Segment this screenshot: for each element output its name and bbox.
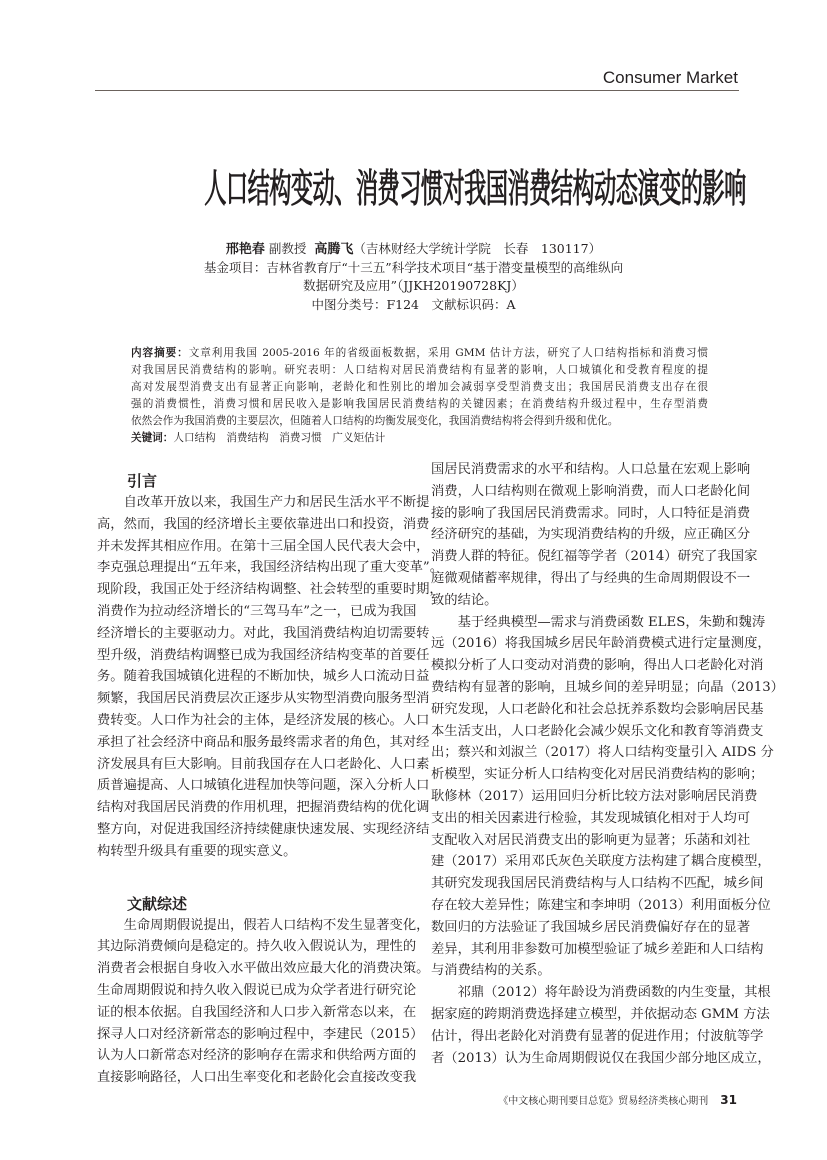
paragraph-line: 型升级，消费结构调整已成为我国经济结构变革的首要任 <box>97 647 430 663</box>
author-affiliation: （吉林财经大学统计学院 长春 130117） <box>353 241 602 256</box>
paragraph-line: 生命周期假说和持久收入假说已成为众学者进行研究论 <box>97 982 417 998</box>
classification-line: 中图分类号：F124 文献标识码：A <box>311 297 516 312</box>
left-column <box>97 470 444 1089</box>
paragraph-line: 现阶段，我国正处于经济结构调整、社会转型的重要时期， <box>97 582 443 598</box>
paragraph-line: 致的结论。 <box>431 592 498 608</box>
paragraph-line: 支出的相关因素进行检验，其发现城镇化相对于人均可 <box>431 810 751 826</box>
paragraph-line: 生命周期假说提出，假若人口结构不发生显著变化， <box>123 917 430 933</box>
author-title: 副教授 <box>268 241 307 256</box>
paragraph-line: 耿修林（2017）运用回归分析比较方法对影响居民消费 <box>431 788 758 804</box>
paragraph-line: 并未发挥其相应作用。在第十三届全国人民代表大会中， <box>97 538 430 554</box>
paragraph-line: 整方向，对促进我国经济持续健康快速发展、实现经济结 <box>97 821 430 837</box>
footer <box>498 1092 737 1107</box>
section-label: Consumer Market <box>602 68 738 87</box>
paragraph-line: 直接影响路径，人口出生率变化和老龄化会直接改变我 <box>97 1070 417 1086</box>
paragraph-line: 研究发现，人口老龄化和社会总抚养系数均会影响居民基 <box>431 701 764 717</box>
paragraph-line: 消费人群的特征。倪红福等学者（2014）研究了我国家 <box>431 549 758 565</box>
header-divider <box>95 90 739 91</box>
page-number: 31 <box>720 1093 737 1107</box>
paragraph-line: 自改革开放以来，我国生产力和居民生活水平不断提 <box>123 495 430 510</box>
section-heading: 文献综述 <box>127 894 188 913</box>
abstract-line <box>131 345 708 362</box>
abstract-line: 高对发展型消费支出有显著正向影响，老龄化和性别比的增加会减弱享受型消费支出；我国居民消费支出存在很 <box>131 381 708 393</box>
paragraph-line: 析模型，实证分析人口结构变化对居民消费结构的影响； <box>431 767 764 783</box>
abstract <box>131 345 708 447</box>
fund-line-1: 基金项目：吉林省教育厅“十三五”科学技术项目“基于潜变量模型的高维纵向 <box>203 260 624 275</box>
article-title: 人口结构变动、消费习惯对我国消费结构动态演变的影响 <box>204 167 746 212</box>
journal-name: 《中文核心期刊要目总览》贸易经济类核心期刊 <box>498 1096 709 1107</box>
paragraph-line: 据家庭的跨期消费选择建立模型，并依据动态 GMM 方法 <box>431 1006 770 1022</box>
paragraph-line: 质普遍提高、人口城镇化进程加快等问题，深入分析人口 <box>97 778 430 794</box>
fund-line-2: 数据研究及应用”（JJKH20190728KJ） <box>303 278 524 293</box>
paragraph-line: 其边际消费倾向是稳定的。持久收入假说认为，理性的 <box>97 939 417 955</box>
paragraph-line: 消费作为拉动经济增长的“三驾马车”之一，已成为我国 <box>97 603 417 619</box>
paragraph-line: 差异，其利用非参数可加模型验证了城乡差距和人口结构 <box>431 941 764 957</box>
abstract-label: 内容摘要： <box>131 347 189 359</box>
paragraph-line: 数回归的方法验证了我国城乡居民消费偏好存在的显著 <box>431 919 751 935</box>
paragraph-line: 出；蔡兴和刘淑兰（2017）将人口结构变量引入 AIDS 分 <box>431 745 774 761</box>
paragraph-line: 其研究发现我国居民消费结构与人口结构不匹配，城乡间 <box>431 876 764 892</box>
keywords-label: 关键词： <box>131 432 174 444</box>
paragraph-line: 远（2016）将我国城乡居民年龄消费模式进行定量测度， <box>431 636 771 652</box>
paragraph-line: 支配收入对居民消费支出的影响更为显著；乐菡和刘社 <box>431 832 751 848</box>
paragraph-line: 经济增长的主要驱动力。对此，我国消费结构迫切需要转 <box>97 625 430 641</box>
paragraph-line: 本生活支出，人口老龄化会减少娱乐文化和教育等消费支 <box>431 723 764 739</box>
paragraph-line: 估计，得出老龄化对消费有显著的促进作用；付波航等学 <box>431 1028 764 1044</box>
author-name: 邢艳春 <box>225 242 265 257</box>
paragraph-line: 认为人口新常态对经济的影响存在需求和供给两方面的 <box>97 1048 417 1064</box>
paragraph-line: 建（2017）采用邓氏灰色关联度方法构建了耦合度模型， <box>431 854 771 870</box>
title-block <box>0 158 827 214</box>
section-heading: 引言 <box>127 472 158 490</box>
paragraph-line: 存在较大差异性；陈建宝和李坤明（2013）利用面板分位 <box>431 897 771 913</box>
paragraph-line: 高，然而，我国的经济增长主要依靠进出口和投资，消费 <box>97 516 430 532</box>
paragraph-line: 承担了社会经济中商品和服务最终需求者的角色，其对经 <box>97 734 430 750</box>
keywords-line <box>131 430 708 447</box>
paragraph-line: 李克强总理提出“五年来，我国经济结构出现了重大变革”。 <box>97 560 444 576</box>
paragraph-line: 费结构有显著的影响，且城乡间的差异明显；向晶（2013） <box>431 679 784 695</box>
paragraph-line: 证的根本依据。自我国经济和人口步入新常态以来，在 <box>97 1004 417 1020</box>
keywords: 人口结构 消费结构 消费习惯 广义矩估计 <box>173 432 386 444</box>
paragraph-line: 探寻人口对经济新常态的影响过程中，李建民（2015） <box>97 1026 424 1042</box>
abstract-line: 强的消费惯性，消费习惯和居民收入是影响我国居民消费结构的关键因素；在消费结构升级过程中，生存型消费 <box>131 398 708 410</box>
paragraph-line: 基于经典模型—需求与消费函数 ELES，朱勤和魏涛 <box>457 614 766 630</box>
right-column <box>431 459 784 1069</box>
paragraph-line: 消费，人口结构则在微观上影响消费，而人口老龄化间 <box>431 483 751 499</box>
paragraph-line: 构转型升级具有重要的现实意义。 <box>97 843 297 859</box>
author-name: 高腾飞 <box>314 242 354 257</box>
paragraph-line: 者（2013）认为生命周期假说仅在我国少部分地区成立， <box>431 1050 771 1066</box>
paragraph-line: 结构对我国居民消费的作用机理，把握消费结构的优化调 <box>97 800 430 816</box>
paragraph-line: 与消费结构的关系。 <box>431 963 551 979</box>
paragraph-line: 费转变。人口作为社会的主体，是经济发展的核心。人口 <box>97 712 430 728</box>
paragraph-line: 经济研究的基础，为实现消费结构的升级，应正确区分 <box>431 527 751 543</box>
abstract-text: 文章利用我国 2005-2016 年的省级面板数据，采用 GMM 估计方法，研究了人口结构指标和消费习惯 <box>188 347 709 359</box>
paragraph-line: 接的影响了我国居民消费需求。同时，人口特征是消费 <box>431 505 751 521</box>
abstract-line: 依然会作为我国消费的主要层次，但随着人口结构的均衡发展变化，我国消费结构将会得到升级和优化。 <box>131 415 619 427</box>
author-line <box>0 238 827 257</box>
abstract-line: 对我国居民消费结构的影响。研究表明：人口结构对居民消费结构有显著的影响，人口城镇化和受教育程度的提 <box>131 364 708 376</box>
paragraph-line: 消费者会根据自身收入水平做出效应最大化的消费决策。 <box>97 961 430 977</box>
paragraph-line: 庭微观储蓄率规律，得出了与经典的生命周期假设不一 <box>431 570 751 586</box>
paragraph-line: 祁鼎（2012）将年龄设为消费函数的内生变量，其根 <box>457 985 771 1001</box>
paragraph-line: 济发展具有巨大影响。目前我国存在人口老龄化、人口素 <box>97 756 430 772</box>
paragraph-line: 模拟分析了人口变动对消费的影响，得出人口老龄化对消 <box>431 658 764 674</box>
paragraph-line: 国居民消费需求的水平和结构。人口总量在宏观上影响 <box>431 462 751 477</box>
paragraph-line: 频繁，我国居民消费层次正逐步从实物型消费向服务型消 <box>97 691 430 707</box>
paragraph-line: 务。随着我国城镇化进程的不断加快，城乡人口流动日益 <box>97 669 430 685</box>
